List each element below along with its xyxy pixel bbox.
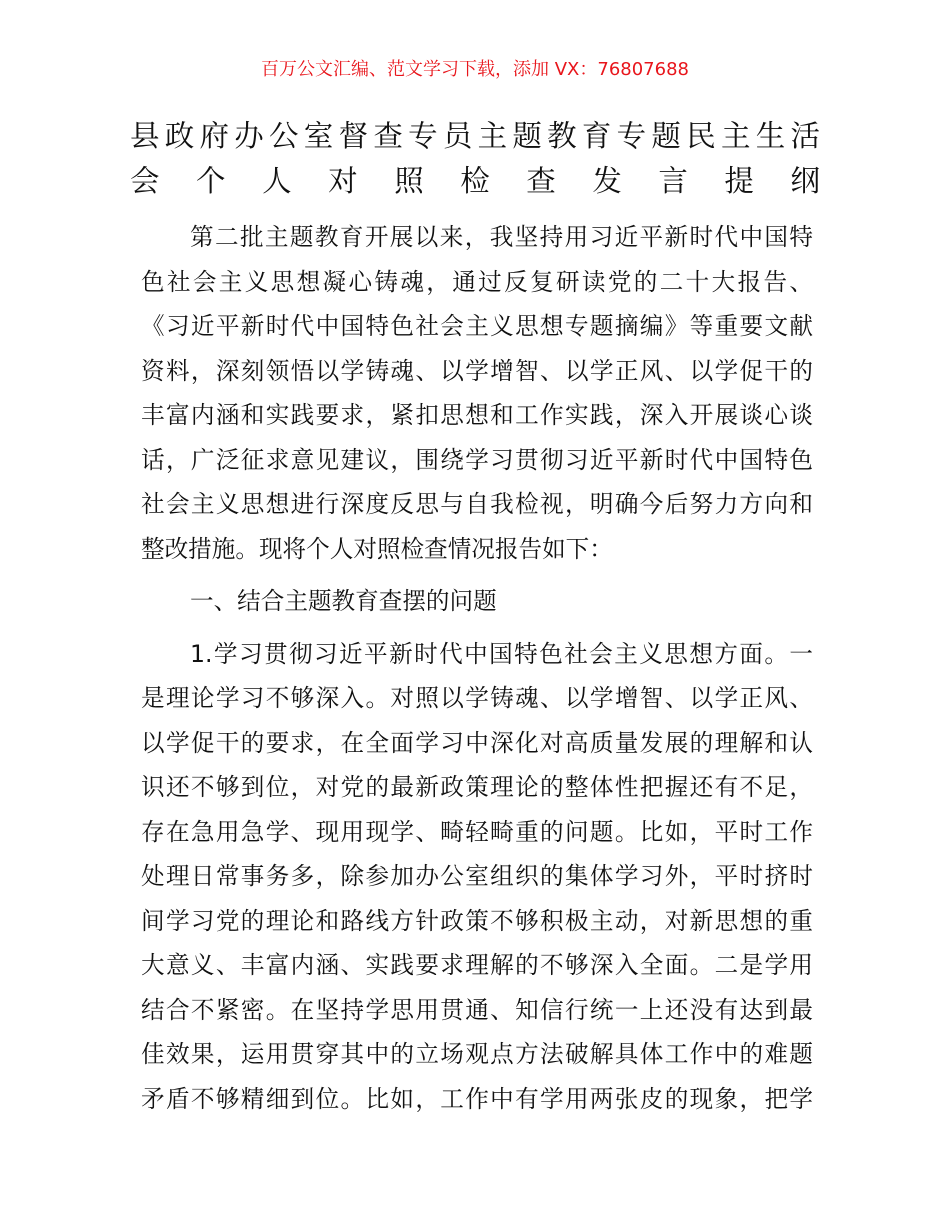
text-line: 《习近平新时代中国特色社会主义思想专题摘编》等重要文献 (141, 312, 813, 340)
text-line: 色社会主义思想凝心铸魂，通过反复研读党的二十大报告、 (141, 267, 813, 296)
text-line: 识还不够到位，对党的最新政策理论的整体性把握还有不足， (141, 773, 813, 801)
text-line: 大意义、丰富内涵、实践要求理解的不够深入全面。二是学用 (141, 951, 813, 979)
document-title (130, 114, 820, 203)
title-line: 会个人对照检查发言提纲 (130, 163, 820, 198)
paragraph-intro (141, 215, 813, 571)
text-line: 矛盾不够精细到位。比如，工作中有学用两张皮的现象，把学 (141, 1084, 813, 1113)
document-body (141, 215, 813, 1121)
text-line: 第二批主题教育开展以来，我坚持用习近平新时代中国特 (190, 223, 813, 251)
paragraph-study (141, 632, 813, 1122)
text-line: 结合不紧密。在坚持学思用贯通、知信行统一上还没有达到最 (141, 995, 813, 1024)
text-line: 佳效果，运用贯穿其中的立场观点方法破解具体工作中的难题 (141, 1040, 813, 1068)
text-line: 丰富内涵和实践要求，紧扣思想和工作实践，深入开展谈心谈 (141, 401, 813, 429)
title-line: 县政府办公室督查专员主题教育专题民主生活 (130, 119, 820, 153)
section-heading (141, 579, 813, 624)
text-line: 间学习党的理论和路线方针政策不够积极主动，对新思想的重 (141, 906, 813, 935)
text-line: 以学促干的要求，在全面学习中深化对高质量发展的理解和认 (141, 728, 813, 757)
heading-line: 一、结合主题教育查摆的问题 (190, 587, 497, 615)
text-line: 话，广泛征求意见建议，围绕学习贯彻习近平新时代中国特色 (141, 445, 813, 474)
text-line: 社会主义思想进行深度反思与自我检视，明确今后努力方向和 (141, 490, 813, 518)
text-line: 资料，深刻领悟以学铸魂、以学增智、以学正风、以学促干的 (141, 356, 813, 385)
text-line: 1.学习贯彻习近平新时代中国特色社会主义思想方面。一 (190, 639, 813, 668)
text-line: 处理日常事务多，除参加办公室组织的集体学习外，平时挤时 (141, 862, 813, 890)
text-line: 存在急用急学、现用现学、畸轻畸重的问题。比如，平时工作 (141, 817, 813, 846)
watermark-banner: 百万公文汇编、范文学习下载，添加 VX：76807688 (261, 59, 689, 80)
text-line: 是理论学习不够深入。对照以学铸魂、以学增智、以学正风、 (141, 684, 813, 712)
text-line: 整改措施。现将个人对照检查情况报告如下： (141, 534, 613, 563)
